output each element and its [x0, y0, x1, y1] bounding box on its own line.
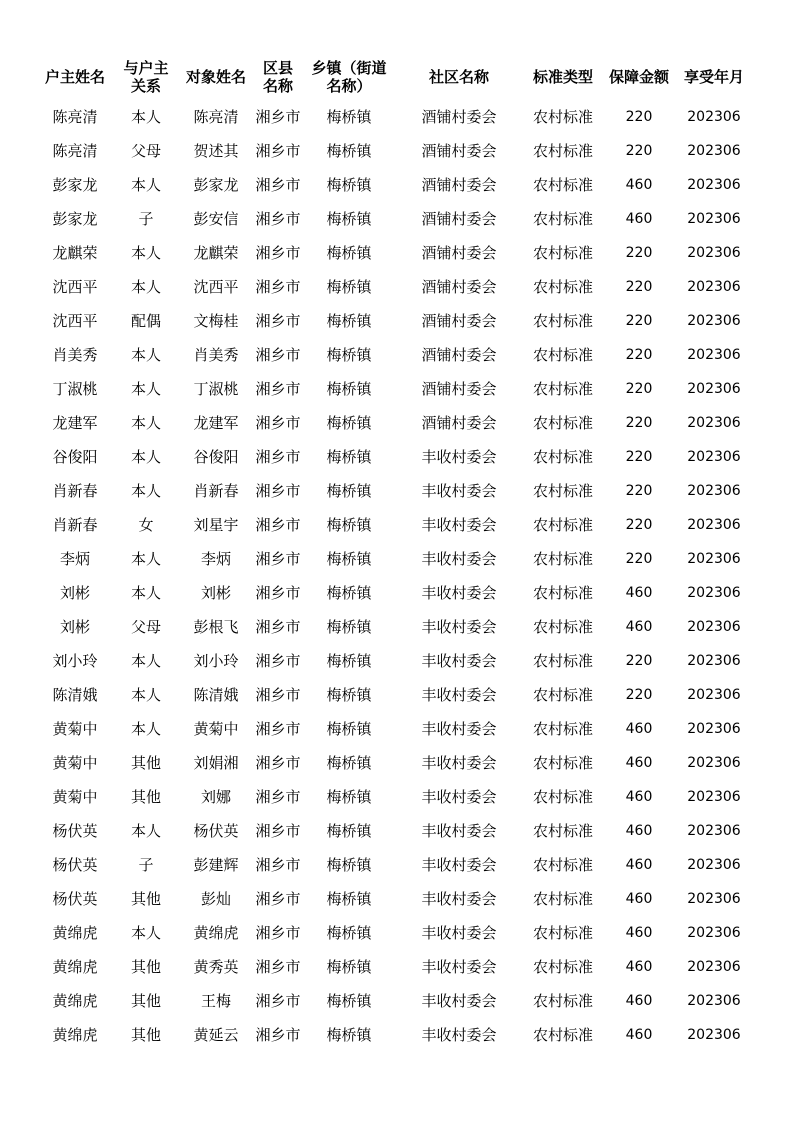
table-row	[0, 1018, 793, 1052]
cell-community: 酒铺村委会	[421, 278, 497, 296]
table-row	[0, 950, 793, 984]
cell-community: 酒铺村委会	[421, 312, 497, 330]
cell-recipient-name: 刘娜	[200, 788, 231, 806]
cell-county: 湘乡市	[255, 822, 301, 840]
cell-county: 湘乡市	[255, 210, 301, 228]
cell-relation: 本人	[130, 414, 161, 432]
cell-amount: 460	[625, 177, 653, 193]
cell-recipient-name: 彭根飞	[193, 618, 239, 636]
cell-county: 湘乡市	[255, 754, 301, 772]
cell-town: 梅桥镇	[326, 278, 372, 296]
cell-standard-type: 农村标准	[532, 142, 593, 160]
cell-relation: 本人	[130, 924, 161, 942]
cell-amount: 220	[625, 653, 653, 669]
cell-community: 丰收村委会	[421, 958, 497, 976]
cell-month: 202306	[687, 755, 741, 771]
cell-community: 丰收村委会	[421, 822, 497, 840]
cell-standard-type: 农村标准	[532, 176, 593, 194]
cell-standard-type: 农村标准	[532, 278, 593, 296]
cell-standard-type: 农村标准	[532, 856, 593, 874]
cell-householder-name: 黄绵虎	[52, 992, 98, 1010]
cell-standard-type: 农村标准	[532, 414, 593, 432]
cell-county: 湘乡市	[255, 550, 301, 568]
cell-standard-type: 农村标准	[532, 380, 593, 398]
cell-recipient-name: 黄延云	[193, 1026, 239, 1044]
cell-town: 梅桥镇	[326, 856, 372, 874]
cell-community: 丰收村委会	[421, 686, 497, 704]
cell-relation: 本人	[130, 278, 161, 296]
cell-county: 湘乡市	[255, 448, 301, 466]
cell-householder-name: 肖美秀	[52, 346, 98, 364]
table-row	[0, 440, 793, 474]
cell-recipient-name: 王梅	[200, 992, 231, 1010]
cell-month: 202306	[687, 483, 741, 499]
cell-relation: 其他	[130, 890, 161, 908]
cell-county: 湘乡市	[255, 958, 301, 976]
cell-town: 梅桥镇	[326, 108, 372, 126]
cell-recipient-name: 谷俊阳	[193, 448, 239, 466]
cell-community: 酒铺村委会	[421, 108, 497, 126]
cell-relation: 其他	[130, 992, 161, 1010]
cell-amount: 460	[625, 823, 653, 839]
cell-community: 丰收村委会	[421, 448, 497, 466]
table-row	[0, 644, 793, 678]
cell-amount: 220	[625, 143, 653, 159]
cell-recipient-name: 丁淑桃	[193, 380, 239, 398]
cell-standard-type: 农村标准	[532, 482, 593, 500]
cell-relation: 女	[138, 516, 154, 534]
cell-recipient-name: 刘星宇	[193, 516, 239, 534]
table-row	[0, 576, 793, 610]
table-row	[0, 916, 793, 950]
cell-householder-name: 刘小玲	[52, 652, 98, 670]
cell-town: 梅桥镇	[326, 958, 372, 976]
cell-recipient-name: 刘娟湘	[193, 754, 239, 772]
table-row	[0, 712, 793, 746]
cell-community: 酒铺村委会	[421, 244, 497, 262]
cell-relation: 子	[138, 210, 154, 228]
cell-householder-name: 彭家龙	[52, 210, 98, 228]
cell-town: 梅桥镇	[326, 686, 372, 704]
cell-recipient-name: 陈清娥	[193, 686, 239, 704]
table-row	[0, 406, 793, 440]
cell-month: 202306	[687, 653, 741, 669]
cell-month: 202306	[687, 109, 741, 125]
cell-standard-type: 农村标准	[532, 720, 593, 738]
cell-amount: 220	[625, 415, 653, 431]
cell-householder-name: 黄菊中	[52, 720, 98, 738]
cell-relation: 本人	[130, 346, 161, 364]
cell-recipient-name: 龙建军	[193, 414, 239, 432]
table-row	[0, 746, 793, 780]
cell-month: 202306	[687, 959, 741, 975]
cell-community: 丰收村委会	[421, 652, 497, 670]
table-row	[0, 984, 793, 1018]
cell-community: 丰收村委会	[421, 788, 497, 806]
cell-month: 202306	[687, 177, 741, 193]
header-standard-type: 标准类型	[532, 68, 593, 86]
cell-householder-name: 李炳	[59, 550, 90, 568]
cell-month: 202306	[687, 211, 741, 227]
cell-relation: 本人	[130, 448, 161, 466]
cell-month: 202306	[687, 687, 741, 703]
cell-community: 酒铺村委会	[421, 176, 497, 194]
cell-householder-name: 陈亮清	[52, 108, 98, 126]
cell-month: 202306	[687, 993, 741, 1009]
cell-county: 湘乡市	[255, 584, 301, 602]
cell-relation: 本人	[130, 720, 161, 738]
header-county-name: 区县 名称	[262, 59, 293, 95]
header-recipient-name: 对象姓名	[185, 68, 246, 86]
cell-amount: 460	[625, 925, 653, 941]
cell-standard-type: 农村标准	[532, 788, 593, 806]
cell-town: 梅桥镇	[326, 788, 372, 806]
cell-amount: 220	[625, 313, 653, 329]
cell-relation: 本人	[130, 380, 161, 398]
cell-relation: 其他	[130, 754, 161, 772]
cell-month: 202306	[687, 517, 741, 533]
cell-standard-type: 农村标准	[532, 924, 593, 942]
cell-amount: 460	[625, 585, 653, 601]
table-row	[0, 100, 793, 134]
cell-amount: 460	[625, 857, 653, 873]
cell-county: 湘乡市	[255, 856, 301, 874]
header-benefit-month: 享受年月	[683, 68, 744, 86]
cell-householder-name: 刘彬	[59, 584, 90, 602]
cell-community: 酒铺村委会	[421, 210, 497, 228]
cell-community: 丰收村委会	[421, 550, 497, 568]
cell-standard-type: 农村标准	[532, 822, 593, 840]
cell-town: 梅桥镇	[326, 346, 372, 364]
cell-community: 酒铺村委会	[421, 414, 497, 432]
cell-standard-type: 农村标准	[532, 244, 593, 262]
cell-amount: 460	[625, 789, 653, 805]
cell-householder-name: 刘彬	[59, 618, 90, 636]
cell-householder-name: 陈亮清	[52, 142, 98, 160]
cell-amount: 220	[625, 347, 653, 363]
cell-relation: 父母	[130, 142, 161, 160]
cell-county: 湘乡市	[255, 992, 301, 1010]
cell-standard-type: 农村标准	[532, 958, 593, 976]
header-community-name: 社区名称	[428, 68, 489, 86]
cell-amount: 220	[625, 517, 653, 533]
cell-county: 湘乡市	[255, 108, 301, 126]
cell-amount: 220	[625, 687, 653, 703]
cell-amount: 220	[625, 245, 653, 261]
cell-month: 202306	[687, 857, 741, 873]
table-row	[0, 848, 793, 882]
cell-relation: 其他	[130, 788, 161, 806]
table-row	[0, 882, 793, 916]
cell-town: 梅桥镇	[326, 312, 372, 330]
cell-amount: 460	[625, 993, 653, 1009]
cell-county: 湘乡市	[255, 312, 301, 330]
cell-town: 梅桥镇	[326, 618, 372, 636]
table-header-row	[0, 56, 793, 98]
cell-recipient-name: 彭安信	[193, 210, 239, 228]
cell-householder-name: 杨伏英	[52, 856, 98, 874]
cell-town: 梅桥镇	[326, 550, 372, 568]
header-benefit-amount: 保障金额	[608, 68, 669, 86]
cell-community: 丰收村委会	[421, 516, 497, 534]
cell-householder-name: 黄绵虎	[52, 958, 98, 976]
cell-month: 202306	[687, 347, 741, 363]
cell-recipient-name: 肖美秀	[193, 346, 239, 364]
cell-town: 梅桥镇	[326, 482, 372, 500]
cell-standard-type: 农村标准	[532, 550, 593, 568]
cell-county: 湘乡市	[255, 176, 301, 194]
cell-relation: 本人	[130, 584, 161, 602]
cell-month: 202306	[687, 143, 741, 159]
cell-month: 202306	[687, 279, 741, 295]
cell-town: 梅桥镇	[326, 176, 372, 194]
table-row	[0, 236, 793, 270]
cell-month: 202306	[687, 313, 741, 329]
cell-recipient-name: 肖新春	[193, 482, 239, 500]
table-row	[0, 780, 793, 814]
cell-community: 丰收村委会	[421, 890, 497, 908]
cell-standard-type: 农村标准	[532, 618, 593, 636]
cell-standard-type: 农村标准	[532, 448, 593, 466]
cell-town: 梅桥镇	[326, 380, 372, 398]
cell-community: 丰收村委会	[421, 482, 497, 500]
cell-relation: 本人	[130, 482, 161, 500]
cell-county: 湘乡市	[255, 142, 301, 160]
cell-householder-name: 沈西平	[52, 312, 98, 330]
cell-relation: 子	[138, 856, 154, 874]
cell-town: 梅桥镇	[326, 142, 372, 160]
cell-amount: 460	[625, 959, 653, 975]
cell-community: 丰收村委会	[421, 754, 497, 772]
table-row	[0, 134, 793, 168]
cell-county: 湘乡市	[255, 618, 301, 636]
table-row	[0, 474, 793, 508]
cell-month: 202306	[687, 721, 741, 737]
cell-county: 湘乡市	[255, 278, 301, 296]
table-row	[0, 168, 793, 202]
cell-relation: 本人	[130, 108, 161, 126]
cell-community: 酒铺村委会	[421, 380, 497, 398]
cell-householder-name: 黄绵虎	[52, 1026, 98, 1044]
cell-month: 202306	[687, 449, 741, 465]
cell-amount: 460	[625, 755, 653, 771]
cell-county: 湘乡市	[255, 346, 301, 364]
cell-standard-type: 农村标准	[532, 992, 593, 1010]
table-row	[0, 304, 793, 338]
cell-relation: 其他	[130, 1026, 161, 1044]
cell-town: 梅桥镇	[326, 924, 372, 942]
cell-standard-type: 农村标准	[532, 890, 593, 908]
cell-month: 202306	[687, 789, 741, 805]
cell-recipient-name: 沈西平	[193, 278, 239, 296]
cell-householder-name: 谷俊阳	[52, 448, 98, 466]
cell-householder-name: 彭家龙	[52, 176, 98, 194]
header-relation-to-householder: 与户主 关系	[123, 59, 169, 95]
cell-recipient-name: 彭建辉	[193, 856, 239, 874]
table-row	[0, 814, 793, 848]
cell-month: 202306	[687, 925, 741, 941]
cell-community: 丰收村委会	[421, 584, 497, 602]
cell-amount: 220	[625, 381, 653, 397]
cell-recipient-name: 彭家龙	[193, 176, 239, 194]
cell-householder-name: 黄菊中	[52, 788, 98, 806]
cell-householder-name: 黄绵虎	[52, 924, 98, 942]
cell-month: 202306	[687, 1027, 741, 1043]
cell-amount: 460	[625, 891, 653, 907]
cell-householder-name: 黄菊中	[52, 754, 98, 772]
cell-recipient-name: 龙麒荣	[193, 244, 239, 262]
cell-standard-type: 农村标准	[532, 686, 593, 704]
cell-amount: 220	[625, 109, 653, 125]
cell-relation: 本人	[130, 686, 161, 704]
cell-standard-type: 农村标准	[532, 312, 593, 330]
cell-community: 丰收村委会	[421, 618, 497, 636]
cell-county: 湘乡市	[255, 380, 301, 398]
cell-householder-name: 龙建军	[52, 414, 98, 432]
cell-town: 梅桥镇	[326, 890, 372, 908]
cell-relation: 本人	[130, 822, 161, 840]
table-row	[0, 270, 793, 304]
cell-community: 丰收村委会	[421, 992, 497, 1010]
cell-recipient-name: 李炳	[200, 550, 231, 568]
cell-relation: 本人	[130, 244, 161, 262]
header-householder-name: 户主姓名	[44, 68, 105, 86]
cell-relation: 其他	[130, 958, 161, 976]
cell-county: 湘乡市	[255, 482, 301, 500]
cell-standard-type: 农村标准	[532, 584, 593, 602]
cell-community: 丰收村委会	[421, 1026, 497, 1044]
cell-recipient-name: 黄秀英	[193, 958, 239, 976]
cell-relation: 本人	[130, 652, 161, 670]
cell-town: 梅桥镇	[326, 652, 372, 670]
cell-householder-name: 杨伏英	[52, 890, 98, 908]
cell-town: 梅桥镇	[326, 414, 372, 432]
table-row	[0, 508, 793, 542]
cell-standard-type: 农村标准	[532, 516, 593, 534]
cell-standard-type: 农村标准	[532, 652, 593, 670]
cell-householder-name: 沈西平	[52, 278, 98, 296]
cell-town: 梅桥镇	[326, 584, 372, 602]
table-body	[0, 100, 793, 1052]
cell-month: 202306	[687, 891, 741, 907]
cell-amount: 220	[625, 551, 653, 567]
cell-householder-name: 肖新春	[52, 482, 98, 500]
cell-recipient-name: 文梅桂	[193, 312, 239, 330]
cell-householder-name: 杨伏英	[52, 822, 98, 840]
cell-town: 梅桥镇	[326, 1026, 372, 1044]
cell-relation: 本人	[130, 176, 161, 194]
cell-county: 湘乡市	[255, 244, 301, 262]
cell-town: 梅桥镇	[326, 244, 372, 262]
cell-amount: 460	[625, 721, 653, 737]
cell-relation: 配偶	[130, 312, 161, 330]
table-row	[0, 338, 793, 372]
cell-householder-name: 陈清娥	[52, 686, 98, 704]
cell-relation: 本人	[130, 550, 161, 568]
cell-county: 湘乡市	[255, 516, 301, 534]
cell-recipient-name: 刘小玲	[193, 652, 239, 670]
cell-householder-name: 肖新春	[52, 516, 98, 534]
cell-month: 202306	[687, 619, 741, 635]
cell-amount: 460	[625, 211, 653, 227]
cell-amount: 460	[625, 1027, 653, 1043]
table-row	[0, 678, 793, 712]
cell-recipient-name: 陈亮清	[193, 108, 239, 126]
cell-householder-name: 丁淑桃	[52, 380, 98, 398]
cell-month: 202306	[687, 381, 741, 397]
cell-month: 202306	[687, 245, 741, 261]
cell-amount: 220	[625, 483, 653, 499]
table-row	[0, 372, 793, 406]
cell-community: 丰收村委会	[421, 720, 497, 738]
cell-amount: 460	[625, 619, 653, 635]
cell-county: 湘乡市	[255, 720, 301, 738]
cell-standard-type: 农村标准	[532, 1026, 593, 1044]
cell-town: 梅桥镇	[326, 210, 372, 228]
cell-community: 酒铺村委会	[421, 346, 497, 364]
cell-recipient-name: 贺述其	[193, 142, 239, 160]
cell-county: 湘乡市	[255, 414, 301, 432]
cell-month: 202306	[687, 823, 741, 839]
cell-town: 梅桥镇	[326, 516, 372, 534]
cell-recipient-name: 黄绵虎	[193, 924, 239, 942]
cell-town: 梅桥镇	[326, 754, 372, 772]
table-row	[0, 202, 793, 236]
cell-county: 湘乡市	[255, 788, 301, 806]
cell-month: 202306	[687, 585, 741, 601]
cell-county: 湘乡市	[255, 686, 301, 704]
cell-town: 梅桥镇	[326, 448, 372, 466]
cell-town: 梅桥镇	[326, 720, 372, 738]
cell-county: 湘乡市	[255, 890, 301, 908]
cell-community: 丰收村委会	[421, 924, 497, 942]
cell-county: 湘乡市	[255, 1026, 301, 1044]
cell-county: 湘乡市	[255, 924, 301, 942]
cell-month: 202306	[687, 415, 741, 431]
cell-standard-type: 农村标准	[532, 346, 593, 364]
cell-relation: 父母	[130, 618, 161, 636]
cell-householder-name: 龙麒荣	[52, 244, 98, 262]
cell-amount: 220	[625, 449, 653, 465]
cell-month: 202306	[687, 551, 741, 567]
table-row	[0, 542, 793, 576]
cell-recipient-name: 彭灿	[200, 890, 231, 908]
cell-recipient-name: 杨伏英	[193, 822, 239, 840]
cell-recipient-name: 刘彬	[200, 584, 231, 602]
cell-standard-type: 农村标准	[532, 108, 593, 126]
cell-standard-type: 农村标准	[532, 754, 593, 772]
table-row	[0, 610, 793, 644]
cell-town: 梅桥镇	[326, 992, 372, 1010]
cell-town: 梅桥镇	[326, 822, 372, 840]
cell-standard-type: 农村标准	[532, 210, 593, 228]
header-town-name: 乡镇（街道 名称）	[311, 59, 387, 95]
cell-county: 湘乡市	[255, 652, 301, 670]
cell-community: 酒铺村委会	[421, 142, 497, 160]
cell-recipient-name: 黄菊中	[193, 720, 239, 738]
cell-community: 丰收村委会	[421, 856, 497, 874]
cell-amount: 220	[625, 279, 653, 295]
